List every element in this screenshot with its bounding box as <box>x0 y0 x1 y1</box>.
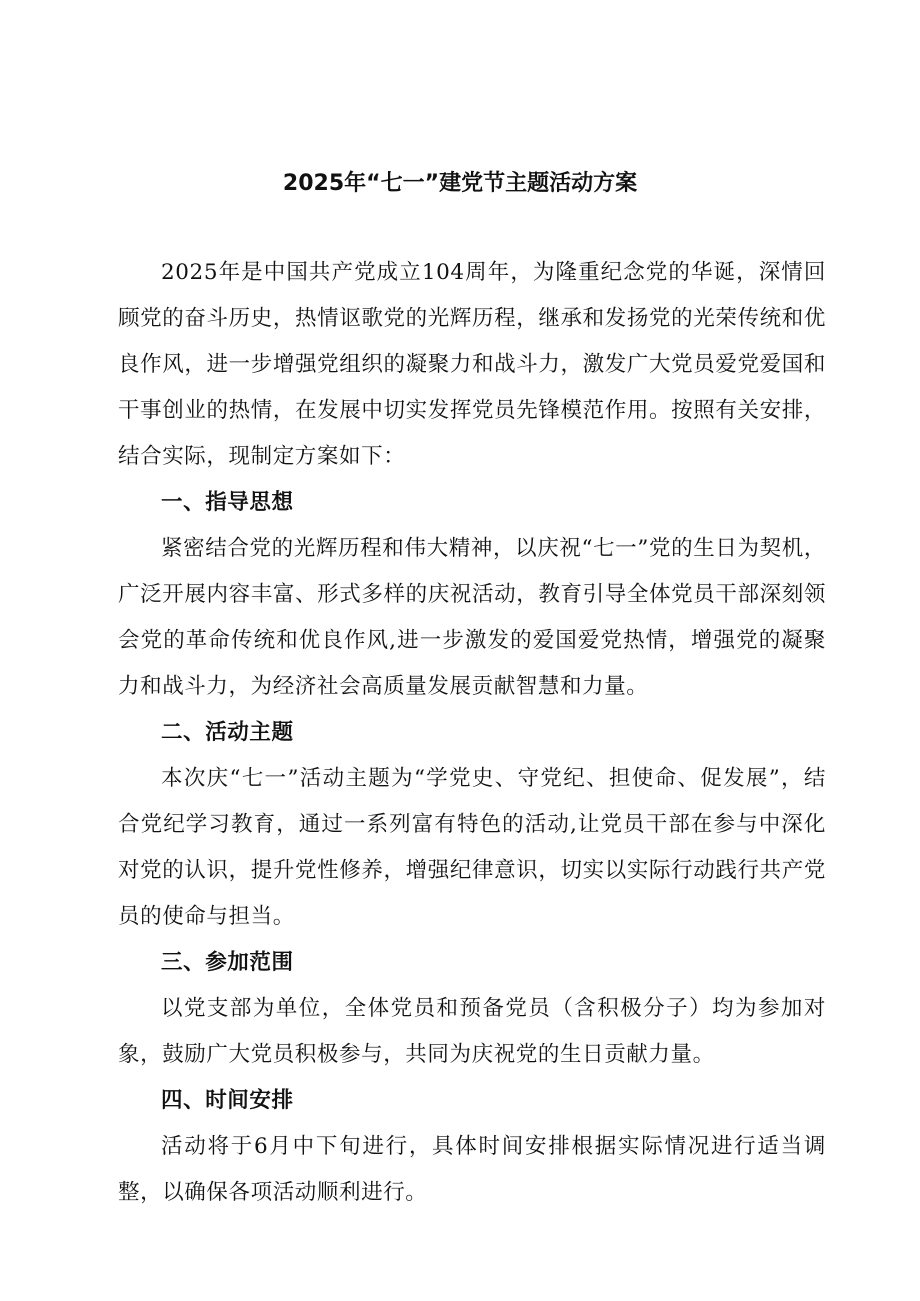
intro-paragraph: 2025年是中国共产党成立104周年，为隆重纪念党的华诞，深情回顾党的奋斗历史，热情讴歌党的光辉历程，继承和发扬党的光荣传统和优良作风，进一步增强党组织的凝聚力和战斗力，激发广大党员爱党爱国和干事创业的热情，在发展中切实发挥党员先锋模范作用。按照有关安排，结合实际，现制定方案如下： <box>118 260 826 469</box>
section-participants <box>118 940 826 1078</box>
section-body: 以党支部为单位，全体党员和预备党员（含积极分子）均为参加对象，鼓励广大党员积极参与，共同为庆祝党的生日贡献力量。 <box>118 996 826 1067</box>
section-guiding-ideology <box>118 480 826 710</box>
section-activity-theme <box>118 710 826 940</box>
document-title: 2025年“七一”建党节主题活动方案 <box>282 171 638 196</box>
section-heading: 一、指导思想 <box>161 490 294 515</box>
section-schedule <box>118 1078 826 1216</box>
document-body <box>118 250 826 1216</box>
section-heading: 四、时间安排 <box>161 1088 294 1113</box>
section-body: 本次庆“七一”活动主题为“学党史、守党纪、担使命、促发展”，结合党纪学习教育，通过一系列富有特色的活动,让党员干部在参与中深化对党的认识，提升党性修养，增强纪律意识，切实以实际行动践行共产党员的使命与担当。 <box>118 766 826 929</box>
section-heading: 二、活动主题 <box>161 720 294 745</box>
section-body: 活动将于6月中下旬进行，具体时间安排根据实际情况进行适当调整，以确保各项活动顺利进行。 <box>118 1134 826 1205</box>
section-body: 紧密结合党的光辉历程和伟大精神，以庆祝“七一”党的生日为契机，广泛开展内容丰富、形式多样的庆祝活动，教育引导全体党员干部深刻领会党的革命传统和优良作风,进一步激发的爱国爱党热情，增强党的凝聚力和战斗力，为经济社会高质量发展贡献智慧和力量。 <box>118 536 826 699</box>
section-heading: 三、参加范围 <box>161 950 294 975</box>
